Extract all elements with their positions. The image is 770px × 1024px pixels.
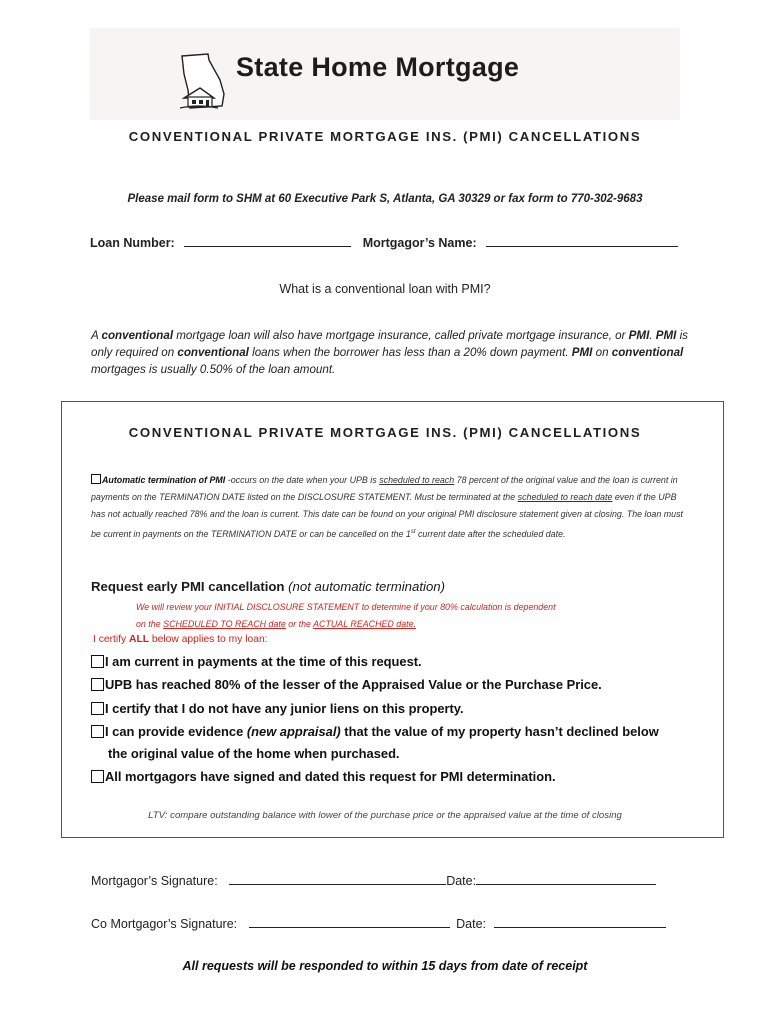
loan-number-field[interactable] (184, 234, 351, 247)
loan-info-row (90, 234, 690, 250)
date-label-2: Date: (456, 917, 487, 931)
response-time-note: All requests will be responded to within 15 days from date of receipt (182, 959, 588, 973)
checkbox-evidence[interactable] (91, 725, 104, 738)
automatic-termination-checkbox[interactable] (91, 474, 101, 484)
date-field-2[interactable] (494, 915, 666, 928)
box-title: CONVENTIONAL PRIVATE MORTGAGE INS. (PMI) CANCELLATIONS (128, 425, 642, 440)
mortgagor-name-label: Mortgagor’s Name: (362, 236, 477, 250)
page-title: CONVENTIONAL PRIVATE MORTGAGE INS. (PMI) CANCELLATIONS (128, 129, 642, 144)
loan-number-label: Loan Number: (90, 236, 175, 250)
ltv-note: LTV: compare outstanding balance with lower of the purchase price or the appraised value at the time of closing (148, 810, 622, 821)
checkbox-upb-80[interactable] (91, 678, 104, 691)
checkbox-all-signed[interactable] (91, 770, 104, 783)
co-mortgagor-signature-field[interactable] (249, 915, 450, 928)
automatic-termination-paragraph: Automatic termination of PMI -occurs on the date when your UPB is scheduled to reach 78 percent of the original value and the loan is current in payments on the TERMINATION DATE listed on the DISCLOSURE STATEMENT. Must be terminated at the scheduled to reach date even if the UPB has not actually reached 78% and the loan is current. This date can be found on your original PMI disclosure statement given at closing. The loan must be current in payments on the TERMINATION DATE or can be cancelled on the 1st current date after the scheduled date. (91, 475, 684, 539)
review-notice-line-1: We will review your INITIAL DISCLOSURE STATEMENT to determine if your 80% calculation is dependent (136, 602, 556, 612)
co-mortgagor-signature-row (91, 915, 666, 931)
certify-statement: I certify ALL below applies to my loan: (93, 634, 268, 645)
mortgagor-signature-label: Mortgagor’s Signature: (91, 874, 218, 888)
early-cancellation-heading: Request early PMI cancellation (not automatic termination) (91, 579, 446, 594)
requirement-current-payments: I am current in payments at the time of this request. (91, 654, 422, 669)
mail-instructions: Please mail form to SHM at 60 Executive Park S, Atlanta, GA 30329 or fax form to 770-302-9683 (127, 193, 643, 205)
requirement-evidence-continued: the original value of the home when purchased. (108, 746, 400, 761)
georgia-house-logo-icon (178, 50, 234, 112)
co-mortgagor-signature-label: Co Mortgagor’s Signature: (91, 917, 238, 931)
mortgagor-signature-row (91, 872, 656, 888)
requirement-evidence: I can provide evidence (new appraisal) that the value of my property hasn’t declined below (91, 724, 659, 739)
checkbox-no-junior-liens[interactable] (91, 702, 104, 715)
review-notice-line-2: on the SCHEDULED TO REACH date or the ACTUAL REACHED date. (136, 619, 417, 629)
pmi-explanation: A conventional mortgage loan will also have mortgage insurance, called private mortgage insurance, or PMI. PMI is only required on conventional loans when the borrower has less than a 20% down payment. PMI on conventional mortgages is usually 0.50% of the loan amount. (91, 329, 688, 376)
checkbox-current-payments[interactable] (91, 655, 104, 668)
date-field-1[interactable] (476, 872, 656, 885)
mortgagor-name-field[interactable] (486, 234, 678, 247)
pmi-question: What is a conventional loan with PMI? (279, 282, 491, 296)
requirement-no-junior-liens: I certify that I do not have any junior liens on this property. (91, 701, 464, 716)
mortgagor-signature-field[interactable] (229, 872, 446, 885)
requirement-upb-80: UPB has reached 80% of the lesser of the Appraised Value or the Purchase Price. (91, 677, 602, 692)
date-label-1: Date: (446, 874, 477, 888)
requirement-all-signed: All mortgagors have signed and dated this request for PMI determination. (91, 769, 556, 784)
company-logo-text: State Home Mortgage (236, 52, 520, 82)
